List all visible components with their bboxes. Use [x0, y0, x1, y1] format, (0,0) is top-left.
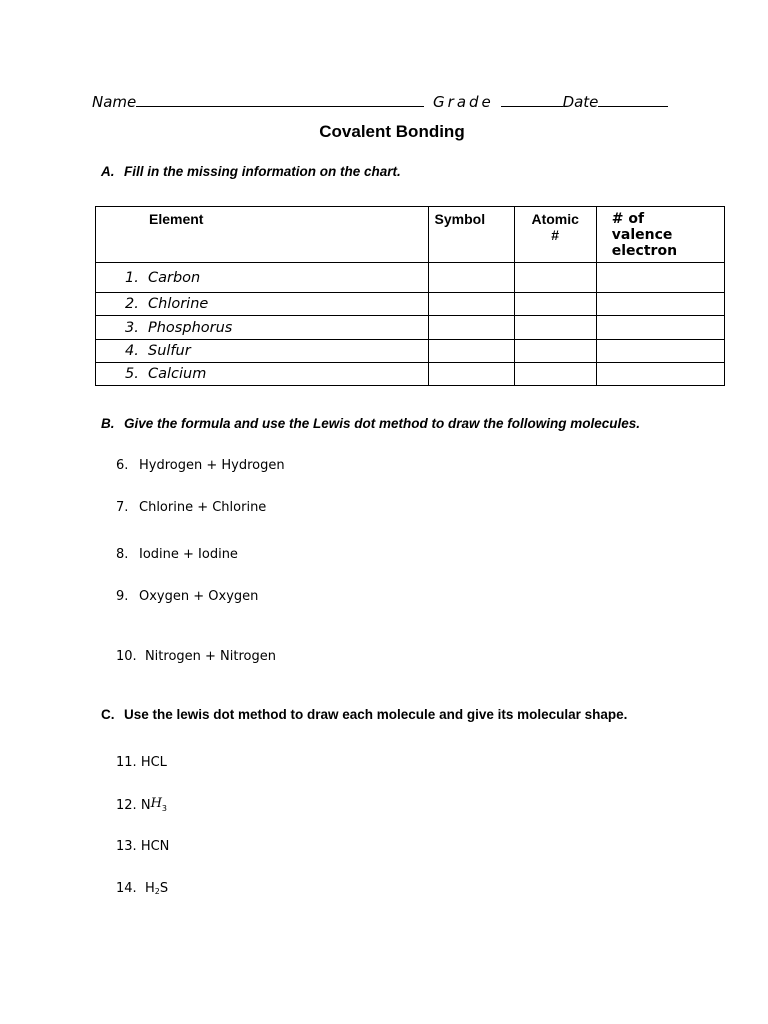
element-cell: 4. Sulfur — [96, 340, 429, 363]
element-cell: 3. Phosphorus — [96, 316, 429, 340]
header-symbol: Symbol — [428, 207, 514, 263]
header-valence-line1: # of — [611, 211, 645, 227]
symbol-cell[interactable] — [428, 293, 514, 316]
valence-cell[interactable] — [596, 263, 724, 293]
table-row — [96, 363, 725, 386]
valence-cell[interactable] — [596, 363, 724, 386]
symbol-cell[interactable] — [428, 363, 514, 386]
element-chart — [95, 206, 725, 386]
table-row — [96, 263, 725, 293]
atomic-cell[interactable] — [514, 293, 596, 316]
symbol-cell[interactable] — [428, 316, 514, 340]
symbol-cell[interactable] — [428, 263, 514, 293]
list-item: 7. Chlorine + Chlorine — [116, 500, 267, 515]
date-blank[interactable] — [598, 92, 668, 107]
page-title: Covalent Bonding — [319, 122, 465, 141]
grade-label: Grade — [433, 93, 494, 111]
header-atomic-number — [514, 207, 596, 263]
section-b-letter: B. — [101, 416, 115, 431]
table-row — [96, 293, 725, 316]
atomic-cell[interactable] — [514, 263, 596, 293]
element-cell: 2. Chlorine — [96, 293, 429, 316]
list-item: 14. $H_2S$ — [116, 881, 169, 896]
element-cell: 1. Carbon — [96, 263, 429, 293]
list-item: 13. HCN — [116, 839, 170, 854]
valence-cell[interactable] — [596, 293, 724, 316]
table-row — [96, 316, 725, 340]
section-c-letter: C. — [101, 707, 115, 722]
name-label: Name — [92, 93, 137, 111]
header-valence-electrons — [596, 207, 724, 263]
section-a-heading — [101, 164, 401, 179]
atomic-cell[interactable] — [514, 363, 596, 386]
element-cell: 5. Calcium — [96, 363, 429, 386]
name-blank[interactable] — [136, 92, 424, 107]
symbol-cell[interactable] — [428, 340, 514, 363]
section-c-instruction: Use the lewis dot method to draw each molecule and give its molecular shape. — [124, 707, 628, 722]
list-item: 8. Iodine + Iodine — [116, 547, 238, 562]
header-element: Element — [96, 207, 429, 263]
section-b-heading — [101, 416, 640, 431]
section-b-instruction: Give the formula and use the Lewis dot method to draw the following molecules. — [124, 416, 641, 431]
date-label: Date — [562, 93, 599, 111]
atomic-cell[interactable] — [514, 316, 596, 340]
valence-cell[interactable] — [596, 340, 724, 363]
list-item: 12. $NH_3$ — [116, 796, 167, 813]
header-atomic-line2: # — [551, 227, 560, 243]
section-c-heading — [101, 707, 627, 722]
list-item: 6. Hydrogen + Hydrogen — [116, 458, 285, 473]
header-valence-line3: electron — [611, 243, 678, 259]
section-a-instruction: Fill in the missing information on the chart. — [124, 164, 401, 179]
grade-blank[interactable] — [501, 92, 563, 107]
atomic-cell[interactable] — [514, 340, 596, 363]
list-item: 10. Nitrogen + Nitrogen — [116, 649, 276, 664]
header-atomic-line1: Atomic — [531, 211, 579, 227]
header-line — [92, 92, 668, 111]
section-a-letter: A. — [101, 164, 115, 179]
list-item: 11. HCL — [116, 755, 167, 770]
table-row — [96, 340, 725, 363]
chart-header-row — [96, 207, 725, 263]
header-valence-line2: valence — [611, 227, 673, 243]
list-item: 9. Oxygen + Oxygen — [116, 589, 259, 604]
valence-cell[interactable] — [596, 316, 724, 340]
